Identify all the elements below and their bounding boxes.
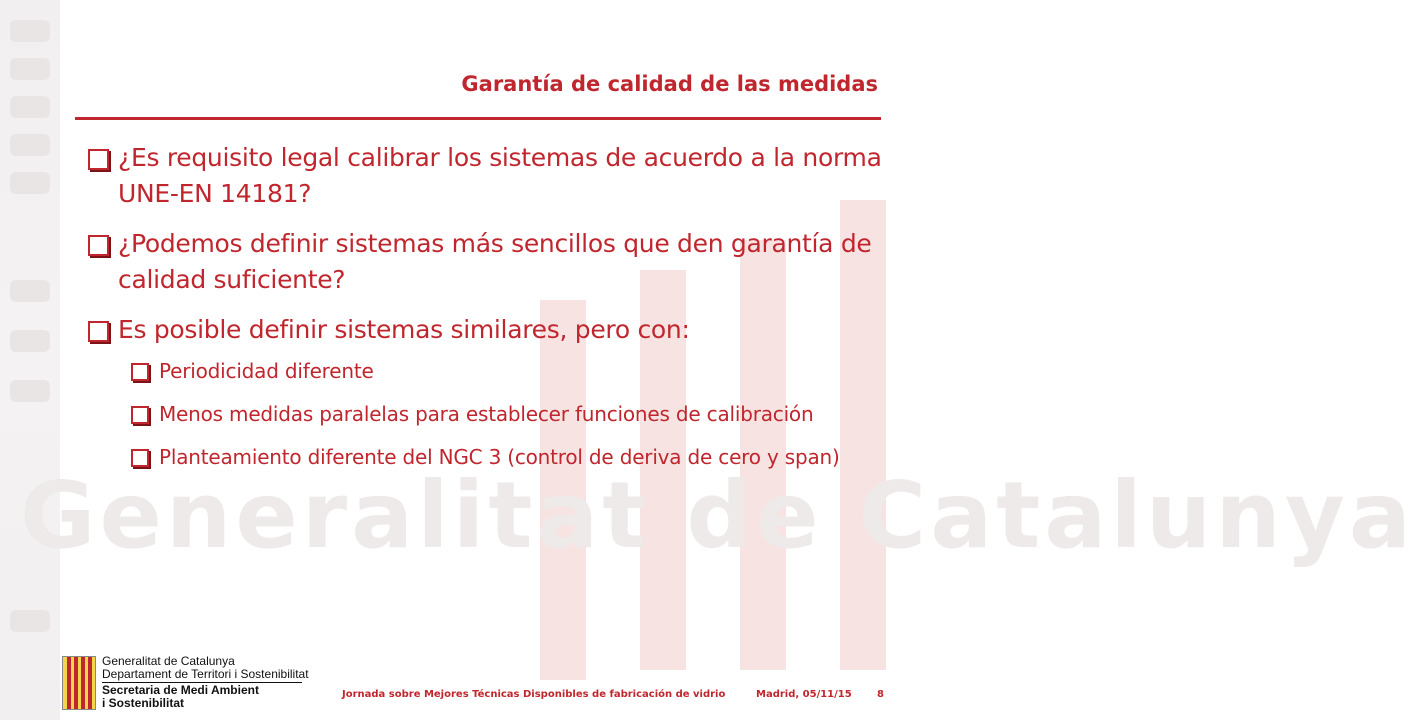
checkbox-bullet-icon — [131, 363, 149, 381]
left-watermark-strip — [0, 0, 60, 720]
watermark-glyph — [10, 20, 50, 42]
sub-bullet-text: Menos medidas paralelas para establecer funciones de calibración — [159, 402, 814, 426]
watermark-glyph — [10, 330, 50, 352]
bullet-text: Es posible definir sistemas similares, pero con: — [118, 315, 690, 344]
watermark-glyph — [10, 134, 50, 156]
bullet-text: ¿Podemos definir sistemas más sencillos que den garantía de calidad suficiente? — [118, 229, 872, 294]
footer-date: Madrid, 05/11/15 — [756, 689, 852, 700]
checkbox-bullet-icon — [131, 406, 149, 424]
logo-line: Departament de Territori i Sostenibilitat — [102, 667, 309, 681]
watermark-glyph — [10, 58, 50, 80]
sub-bullet-item — [131, 356, 900, 386]
senyera-flag-icon — [62, 656, 96, 710]
checkbox-bullet-icon — [88, 321, 109, 342]
sub-bullet-text: Planteamiento diferente del NGC 3 (control de deriva de cero y span) — [159, 445, 840, 469]
sub-bullet-text: Periodicidad diferente — [159, 359, 374, 383]
sub-bullet-item — [131, 399, 900, 429]
logo-line: Secretaria de Medi Ambient — [102, 683, 259, 697]
checkbox-bullet-icon — [88, 235, 109, 256]
watermark-wordmark: Generalitat de Catalunya — [20, 462, 1415, 569]
checkbox-bullet-icon — [131, 449, 149, 467]
watermark-glyph — [10, 380, 50, 402]
bullet-list — [88, 140, 900, 485]
slide-title: Garantía de calidad de las medidas — [461, 72, 878, 96]
bullet-text: ¿Es requisito legal calibrar los sistemas de acuerdo a la norma UNE-EN 14181? — [118, 143, 882, 208]
watermark-glyph — [10, 172, 50, 194]
bullet-item — [88, 312, 900, 348]
footer-event-name: Jornada sobre Mejores Técnicas Disponibles de fabricación de vidrio — [342, 689, 726, 700]
sub-bullet-item — [131, 442, 900, 472]
bullet-item — [88, 140, 900, 212]
title-divider — [75, 117, 881, 120]
watermark-glyph — [10, 280, 50, 302]
logo-text — [102, 655, 309, 710]
page-number: 8 — [877, 689, 884, 700]
logo-line: Generalitat de Catalunya — [102, 654, 235, 668]
watermark-glyph — [10, 96, 50, 118]
generalitat-logo — [62, 655, 322, 711]
checkbox-bullet-icon — [88, 149, 109, 170]
logo-line: i Sostenibilitat — [102, 696, 185, 710]
watermark-glyph — [10, 610, 50, 632]
bullet-item — [88, 226, 900, 298]
